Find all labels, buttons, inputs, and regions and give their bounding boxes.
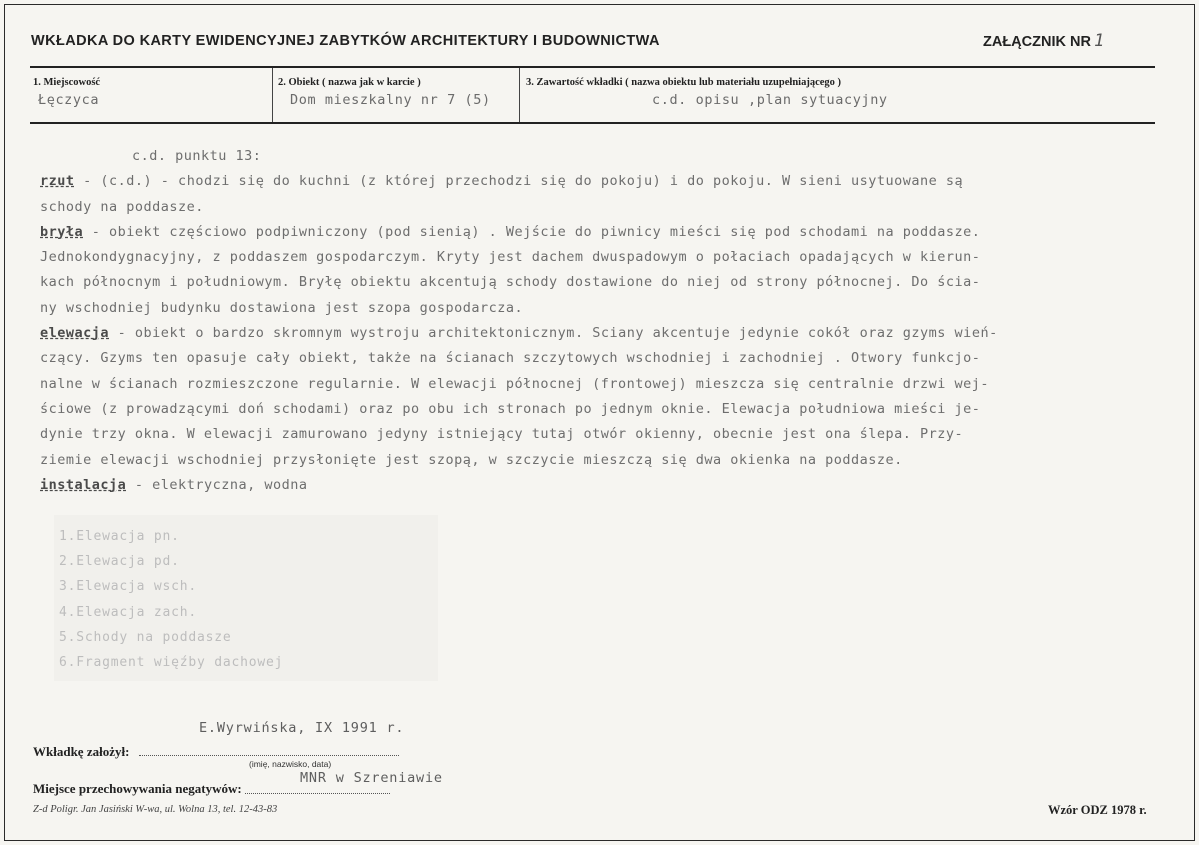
header-bottom-rule bbox=[30, 122, 1155, 124]
section-elewacja-line-6: ziemie elewacji wschodniej przysłonięte jest szopą, w szczycie mieszczą się dwa okienka na poddasze. bbox=[40, 451, 903, 468]
printer-imprint: Z-d Poligr. Jan Jasiński W-wa, ul. Wolna 13, tel. 12-43-83 bbox=[33, 804, 278, 815]
annex-label-text: ZAŁĄCZNIK NR bbox=[983, 34, 1091, 50]
object-value: Dom mieszkalny nr 7 (5) bbox=[290, 92, 491, 108]
annex-number: 1 bbox=[1093, 31, 1105, 51]
attachment-item: 2.Elewacja pd. bbox=[59, 554, 180, 570]
storage-typed: MNR w Szreniawie bbox=[300, 770, 443, 786]
section-rzut-line-1 bbox=[40, 169, 1150, 194]
contents-value: c.d. opisu ,plan sytuacyjny bbox=[652, 92, 888, 108]
author-label: Wkładkę założył: bbox=[33, 744, 130, 759]
section-bryla-line-1 bbox=[40, 220, 1150, 245]
section-elewacja-line-4: ściowe (z prowadzącymi doń schodami) oraz po obu ich stronach po jednym oknie. Elewacja południowa mieści je- bbox=[40, 400, 981, 417]
attachment-list bbox=[59, 524, 283, 675]
section-bryla-text-1: - obiekt częściowo podpiwniczony (pod sienią) . Wejście do piwnicy mieści się pod schodami na poddasze. bbox=[91, 223, 981, 240]
section-elewacja-text-1: - obiekt o bardzo skromnym wystroju architektonicznym. Sciany akcentuje jedynie cokół oraz gzyms wień- bbox=[117, 325, 998, 342]
locality-label: 1. Miejscowość bbox=[33, 77, 101, 88]
attachment-item: 3.Elewacja wsch. bbox=[59, 579, 198, 595]
contents-label: 3. Zawartość wkładki ( nazwa obiektu lub materiału uzupełniającego ) bbox=[526, 77, 842, 88]
section-elewacja-key: elewacja bbox=[40, 325, 110, 342]
section-bryla-line-3: kach północnym i południowym. Bryłę obiektu akcentują schody dostawione do niej od strony północnej. Do ścia- bbox=[40, 274, 981, 291]
section-bryla-line-4: ny wschodniej budynku dostawiona jest szopa gospodarcza. bbox=[40, 299, 524, 316]
section-elewacja-line-3: nalne w ścianach rozmieszczone regularnie. W elewacji północnej (frontowej) mieszcza się centralnie drzwi wej- bbox=[40, 375, 990, 392]
annex-label bbox=[983, 31, 1104, 51]
description-body bbox=[40, 144, 1150, 498]
intro-line: c.d. punktu 13: bbox=[132, 148, 262, 164]
author-typed: E.Wyrwińska, IX 1991 r. bbox=[199, 720, 405, 736]
section-instalacja-line-1 bbox=[40, 473, 1150, 498]
section-rzut-key: rzut bbox=[40, 173, 75, 190]
attachment-item: 6.Fragment więźby dachowej bbox=[59, 655, 284, 671]
section-rzut-text-1: - (c.d.) - chodzi się do kuchni (z której przechodzi się do pokoju) i do pokoju. W sieni usytuowane są bbox=[83, 173, 964, 190]
object-label: 2. Obiekt ( nazwa jak w karcie ) bbox=[278, 77, 421, 88]
form-model: Wzór ODZ 1978 r. bbox=[1048, 803, 1147, 817]
locality-value: Łęczyca bbox=[38, 92, 100, 108]
storage-dotted-line bbox=[245, 793, 390, 794]
section-bryla-key: bryła bbox=[40, 223, 84, 240]
header-top-rule bbox=[30, 66, 1155, 68]
section-rzut-line-2: schody na poddasze. bbox=[40, 198, 204, 215]
author-hint: (imię, nazwisko, data) bbox=[249, 759, 332, 769]
field-divider-2 bbox=[519, 68, 520, 122]
attachment-item: 1.Elewacja pn. bbox=[59, 529, 180, 544]
attachment-item: 4.Elewacja zach. bbox=[59, 604, 198, 620]
section-elewacja-line-2: czący. Gzyms ten opasuje cały obiekt, także na ścianach szczytowych wschodniej i zachodniej . Otwory funkcjo- bbox=[40, 350, 981, 367]
section-bryla-line-2: Jednokondygnacyjny, z poddaszem gospodarczym. Kryty jest dachem dwuspadowym o połaciach opadających w kierun- bbox=[40, 249, 981, 266]
form-title: WKŁADKA DO KARTY EWIDENCYJNEJ ZABYTKÓW ARCHITEKTURY I BUDOWNICTWA bbox=[31, 33, 660, 49]
attachment-item: 5.Schody na poddasze bbox=[59, 629, 232, 645]
author-dotted-line bbox=[139, 755, 399, 756]
section-instalacja-key: instalacja bbox=[40, 476, 127, 493]
storage-label: Miejsce przechowywania negatywów: bbox=[33, 781, 242, 796]
field-divider-1 bbox=[272, 68, 273, 122]
section-instalacja-text-1: - elektryczna, wodna bbox=[134, 476, 308, 493]
section-elewacja-line-5: dynie trzy okna. W elewacji zamurowano jedyny istniejący tutaj otwór okienny, obecnie jest ona ślepa. Przy- bbox=[40, 426, 964, 443]
section-elewacja-line-1 bbox=[40, 321, 1150, 346]
